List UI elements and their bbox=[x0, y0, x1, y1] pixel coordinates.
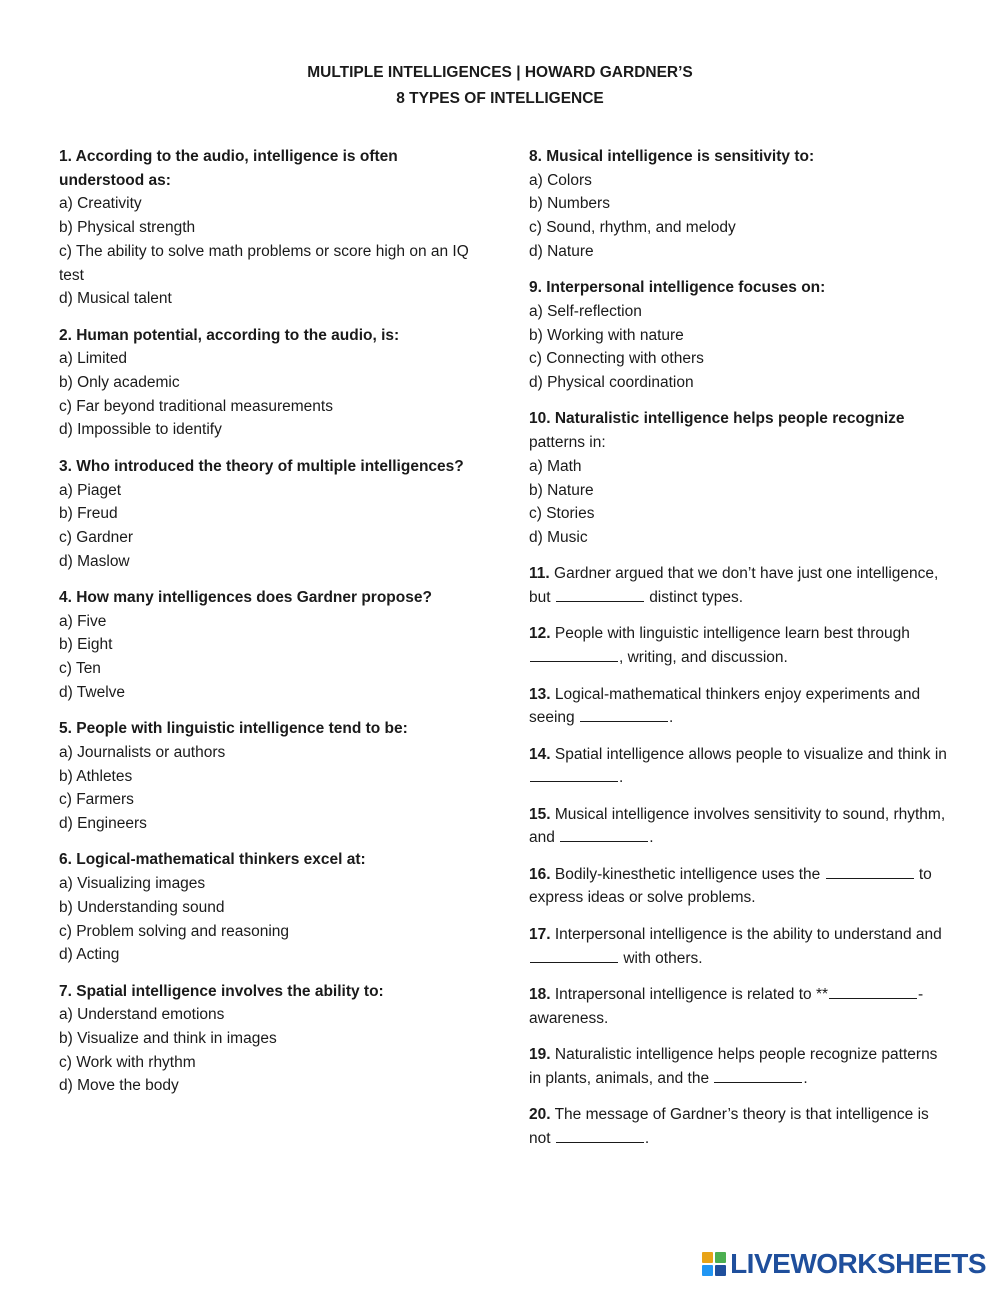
sentence-after: . bbox=[619, 769, 624, 787]
sentence-after: to express ideas or solve problems. bbox=[529, 865, 932, 907]
question-stem: 2. Human potential, according to the audio, is: bbox=[59, 326, 400, 344]
question-stem bbox=[529, 407, 949, 431]
answer-option[interactable]: c) Sound, rhythm, and melody bbox=[529, 219, 736, 237]
answer-option[interactable]: a) Understand emotions bbox=[59, 1006, 225, 1024]
answer-option[interactable]: b) Understanding sound bbox=[59, 898, 225, 916]
answer-option[interactable]: a) Five bbox=[59, 612, 107, 630]
answer-option[interactable]: d) Maslow bbox=[59, 552, 130, 570]
question-10 bbox=[529, 407, 949, 549]
answer-option[interactable]: b) Freud bbox=[59, 505, 118, 523]
question-number: 20. bbox=[529, 1106, 551, 1124]
left-column bbox=[59, 145, 469, 1111]
question-stem: 5. People with linguistic intelligence tend to be: bbox=[59, 720, 408, 738]
sentence-after: -awareness. bbox=[529, 985, 924, 1027]
answer-blank[interactable] bbox=[829, 984, 917, 999]
logo-square bbox=[702, 1252, 713, 1263]
right-column bbox=[529, 145, 949, 1163]
answer-option[interactable]: d) Engineers bbox=[59, 815, 147, 833]
answer-option[interactable]: c) Work with rhythm bbox=[59, 1053, 196, 1071]
question-stem: 1. According to the audio, intelligence is often understood as: bbox=[59, 148, 398, 189]
logo-square bbox=[715, 1252, 726, 1263]
question-3 bbox=[59, 455, 469, 574]
sentence-after: distinct types. bbox=[649, 589, 744, 607]
question-number: 12. bbox=[529, 625, 551, 643]
answer-blank[interactable] bbox=[530, 647, 618, 662]
question-9 bbox=[529, 276, 949, 395]
sentence-before: People with linguistic intelligence learn best through bbox=[554, 625, 910, 643]
question-8 bbox=[529, 145, 949, 264]
question-15 bbox=[529, 803, 949, 850]
answer-option[interactable]: b) Visualize and think in images bbox=[59, 1030, 277, 1048]
answer-option[interactable]: a) Visualizing images bbox=[59, 875, 206, 893]
answer-option[interactable]: b) Athletes bbox=[59, 767, 133, 785]
question-number: 17. bbox=[529, 925, 551, 943]
question-stem: 7. Spatial intelligence involves the ability to: bbox=[59, 982, 384, 1000]
sentence-after: , writing, and discussion. bbox=[619, 649, 788, 667]
answer-option[interactable]: b) Nature bbox=[529, 481, 594, 499]
logo-mark-icon bbox=[702, 1252, 726, 1276]
question-11 bbox=[529, 562, 949, 609]
answer-option[interactable]: b) Working with nature bbox=[529, 326, 684, 344]
question-number: 18. bbox=[529, 985, 551, 1003]
question-7 bbox=[59, 980, 469, 1099]
sentence-before: Gardner argued that we don’t have just one intelligence, but bbox=[529, 565, 939, 607]
question-2 bbox=[59, 324, 469, 443]
sentence-before: Logical-mathematical thinkers enjoy experiments and seeing bbox=[529, 685, 921, 727]
answer-option[interactable]: b) Eight bbox=[59, 636, 113, 654]
sentence-after: with others. bbox=[623, 949, 703, 967]
title-line-1: MULTIPLE INTELLIGENCES | HOWARD GARDNER’S bbox=[307, 64, 693, 81]
answer-option[interactable]: a) Colors bbox=[529, 171, 592, 189]
question-stem: 8. Musical intelligence is sensitivity to: bbox=[529, 148, 815, 165]
answer-option[interactable]: d) Acting bbox=[59, 946, 120, 964]
answer-option[interactable]: d) Music bbox=[529, 528, 588, 546]
question-number: 16. bbox=[529, 865, 551, 883]
answer-option[interactable]: c) Farmers bbox=[59, 791, 134, 809]
answer-blank[interactable] bbox=[556, 1128, 644, 1143]
answer-blank[interactable] bbox=[530, 767, 618, 782]
question-stem-bold: 10. Naturalistic intelligence helps people recognize bbox=[529, 410, 905, 428]
question-13 bbox=[529, 683, 949, 730]
answer-option[interactable]: c) The ability to solve math problems or score high on an IQ test bbox=[59, 242, 469, 284]
question-number: 19. bbox=[529, 1046, 551, 1064]
answer-option[interactable]: b) Only academic bbox=[59, 374, 180, 392]
logo-text: LIVEWORKSHEETS bbox=[730, 1248, 986, 1279]
answer-option[interactable]: a) Creativity bbox=[59, 195, 142, 213]
question-stem: 6. Logical-mathematical thinkers excel at: bbox=[59, 851, 366, 869]
answer-blank[interactable] bbox=[530, 948, 618, 963]
sentence-after: . bbox=[649, 829, 654, 847]
answer-option[interactable]: c) Connecting with others bbox=[529, 350, 704, 368]
question-1 bbox=[59, 145, 469, 311]
question-14 bbox=[529, 743, 949, 790]
answer-option[interactable]: a) Piaget bbox=[59, 481, 122, 499]
title-line-2: 8 TYPES OF INTELLIGENCE bbox=[396, 90, 604, 107]
answer-option[interactable]: c) Stories bbox=[529, 505, 595, 523]
question-4 bbox=[59, 586, 469, 705]
logo-square bbox=[702, 1265, 713, 1276]
answer-blank[interactable] bbox=[560, 827, 648, 842]
question-number: 15. bbox=[529, 805, 551, 823]
question-number: 14. bbox=[529, 745, 551, 763]
sentence-before: The message of Gardner’s theory is that intelligence is not bbox=[529, 1106, 929, 1147]
worksheet-title bbox=[0, 60, 1000, 112]
logo-square bbox=[715, 1265, 726, 1276]
answer-option[interactable]: d) Musical talent bbox=[59, 290, 172, 308]
answer-option[interactable]: a) Limited bbox=[59, 350, 128, 368]
answer-option[interactable]: d) Move the body bbox=[59, 1077, 179, 1095]
answer-option[interactable]: a) Self-reflection bbox=[529, 302, 642, 320]
answer-option[interactable]: c) Problem solving and reasoning bbox=[59, 922, 290, 940]
answer-option[interactable]: b) Physical strength bbox=[59, 219, 196, 237]
question-5 bbox=[59, 717, 469, 836]
sentence-after: . bbox=[803, 1069, 808, 1087]
liveworksheets-logo bbox=[702, 1248, 986, 1280]
question-stem: 3. Who introduced the theory of multiple intelligences? bbox=[59, 457, 464, 475]
sentence-after: . bbox=[644, 1129, 650, 1147]
answer-option[interactable]: a) Math bbox=[529, 457, 582, 475]
answer-option[interactable]: b) Numbers bbox=[529, 195, 610, 213]
sentence-before: Bodily-kinesthetic intelligence uses the bbox=[554, 865, 821, 883]
answer-blank[interactable] bbox=[714, 1068, 802, 1083]
question-16 bbox=[529, 863, 949, 910]
sentence-before: Interpersonal intelligence is the ability to understand and bbox=[554, 925, 942, 943]
question-stem-rest: patterns in: bbox=[529, 434, 606, 452]
sentence-before: Spatial intelligence allows people to visualize and think in bbox=[554, 745, 947, 763]
answer-blank[interactable] bbox=[826, 864, 914, 879]
answer-blank[interactable] bbox=[580, 707, 668, 722]
question-19 bbox=[529, 1043, 949, 1090]
question-12 bbox=[529, 622, 949, 669]
question-20 bbox=[529, 1103, 949, 1150]
sentence-after: . bbox=[669, 709, 674, 727]
answer-option[interactable]: c) Gardner bbox=[59, 528, 134, 546]
answer-option[interactable]: d) Twelve bbox=[59, 683, 126, 701]
question-number: 13. bbox=[529, 685, 551, 703]
answer-option[interactable]: c) Ten bbox=[59, 660, 101, 678]
sentence-before: Naturalistic intelligence helps people recognize patterns in plants, animals, and the bbox=[529, 1046, 938, 1087]
answer-option[interactable]: c) Far beyond traditional measurements bbox=[59, 397, 333, 415]
answer-option[interactable]: d) Impossible to identify bbox=[59, 421, 222, 439]
answer-option[interactable]: d) Nature bbox=[529, 242, 594, 260]
question-stem: 4. How many intelligences does Gardner propose? bbox=[59, 589, 432, 607]
sentence-before: Musical intelligence involves sensitivity to sound, rhythm, and bbox=[529, 805, 946, 847]
sentence-before: Intrapersonal intelligence is related to ** bbox=[554, 985, 829, 1003]
question-17 bbox=[529, 923, 949, 970]
answer-option[interactable]: d) Physical coordination bbox=[529, 374, 694, 392]
question-number: 11. bbox=[529, 565, 550, 583]
question-18 bbox=[529, 983, 949, 1030]
answer-blank[interactable] bbox=[556, 587, 644, 602]
answer-option[interactable]: a) Journalists or authors bbox=[59, 743, 226, 761]
question-stem: 9. Interpersonal intelligence focuses on: bbox=[529, 279, 826, 297]
question-6 bbox=[59, 848, 469, 967]
